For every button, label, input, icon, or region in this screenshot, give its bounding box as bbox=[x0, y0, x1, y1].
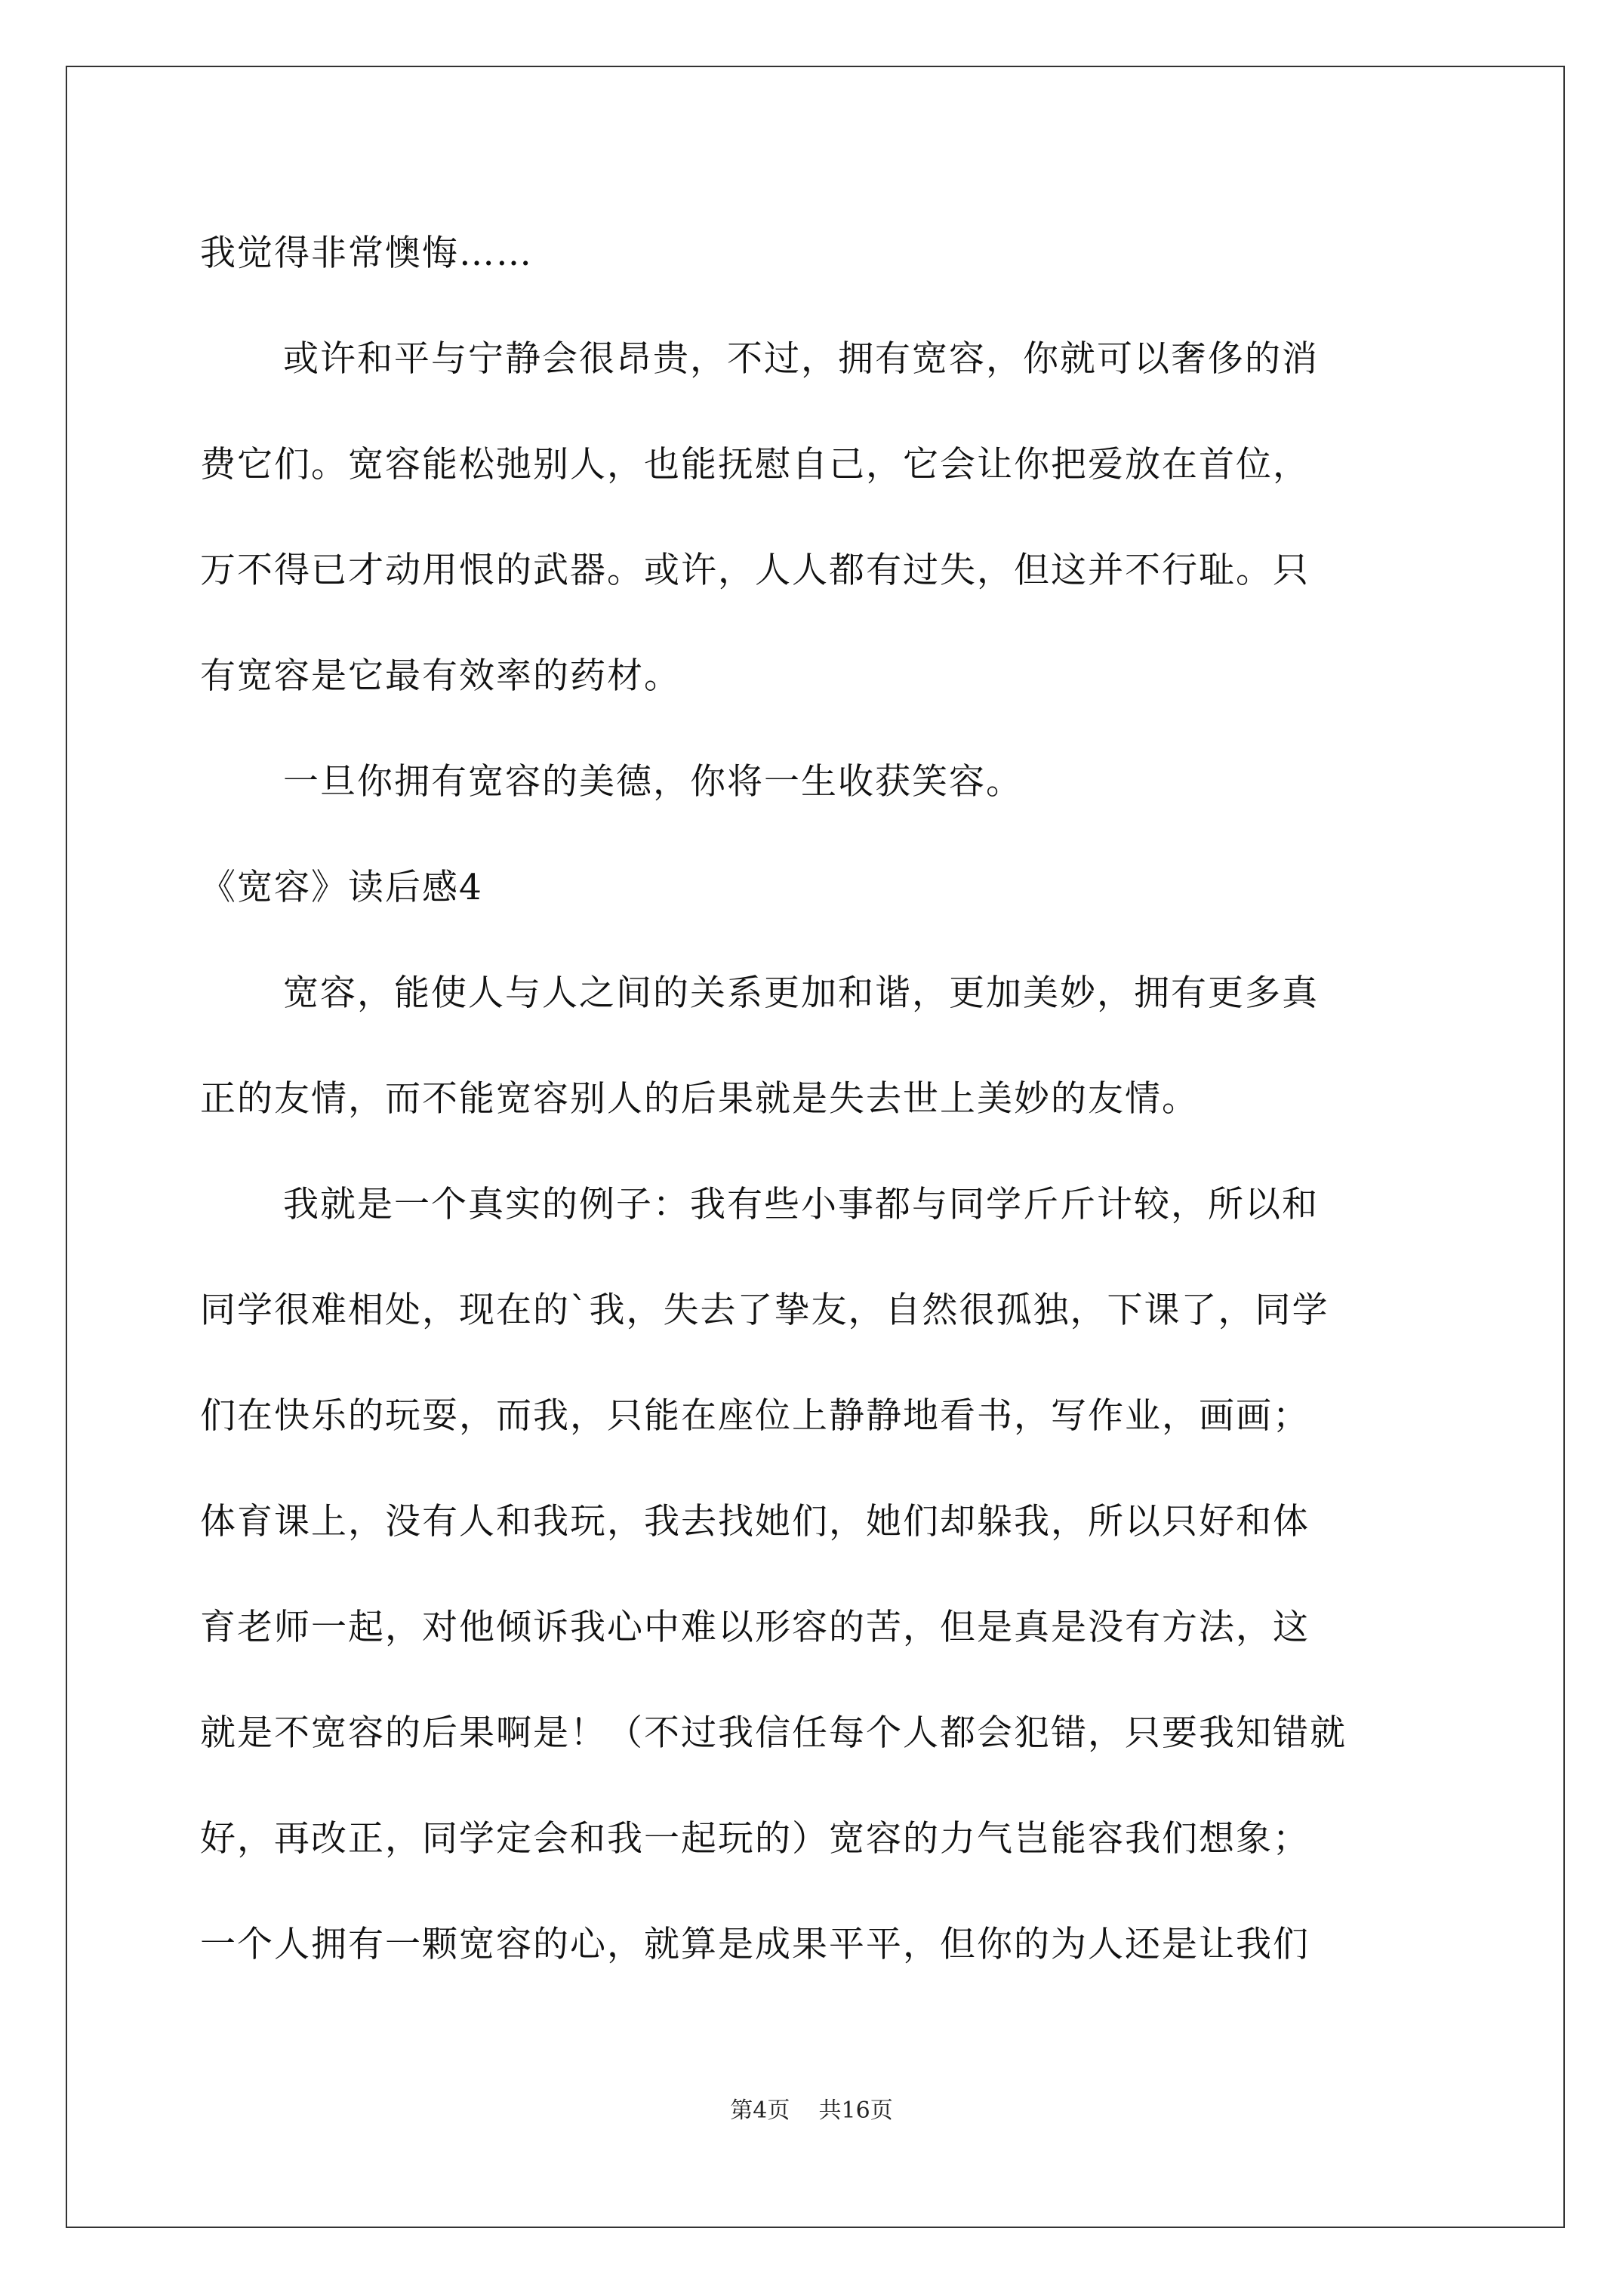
text-line: 好，再改正，同学定会和我一起玩的）宽容的力气岂能容我们想象； bbox=[200, 1818, 1310, 1860]
text-line: 费它们。宽容能松弛别人，也能抚慰自己，它会让你把爱放在首位， bbox=[200, 444, 1310, 485]
paragraph-start-line: 一旦你拥有宽容的美德，你将一生收获笑容。 bbox=[283, 761, 1023, 803]
page-number: 第4页 bbox=[730, 2097, 790, 2124]
text-line: 就是不宽容的后果啊是！（不过我信任每个人都会犯错，只要我知错就 bbox=[200, 1712, 1347, 1754]
text-line: 同学很难相处，现在的`我，失去了挚友，自然很孤独，下课了，同学 bbox=[200, 1290, 1329, 1331]
text-line: 正的友情，而不能宽容别人的后果就是失去世上美妙的友情。 bbox=[200, 1078, 1199, 1120]
paragraph-start-line: 我就是一个真实的例子：我有些小事都与同学斤斤计较，所以和 bbox=[283, 1184, 1319, 1225]
text-line: 们在快乐的玩耍，而我，只能在座位上静静地看书，写作业，画画； bbox=[200, 1395, 1310, 1437]
section-heading: 《宽容》读后感4 bbox=[200, 867, 483, 908]
text-line: 育老师一起，对他倾诉我心中难以形容的苦，但是真是没有方法，这 bbox=[200, 1607, 1310, 1648]
text-line: 我觉得非常懊悔…… bbox=[200, 233, 533, 274]
text-line: 一个人拥有一颗宽容的心，就算是成果平平，但你的为人还是让我们 bbox=[200, 1924, 1310, 1965]
paragraph-start-line: 或许和平与宁静会很昂贵，不过，拥有宽容，你就可以奢侈的消 bbox=[283, 338, 1319, 380]
page-total: 共16页 bbox=[818, 2097, 893, 2124]
text-line: 有宽容是它最有效率的药材。 bbox=[200, 655, 681, 697]
page-border bbox=[66, 66, 1565, 2228]
page-footer bbox=[0, 2096, 1623, 2126]
text-line: 万不得已才动用恨的武器。或许，人人都有过失，但这并不行耻。只 bbox=[200, 550, 1310, 591]
paragraph-start-line: 宽容，能使人与人之间的关系更加和谐，更加美妙，拥有更多真 bbox=[283, 972, 1319, 1014]
text-line: 体育课上，没有人和我玩，我去找她们，她们却躲我，所以只好和体 bbox=[200, 1501, 1310, 1542]
